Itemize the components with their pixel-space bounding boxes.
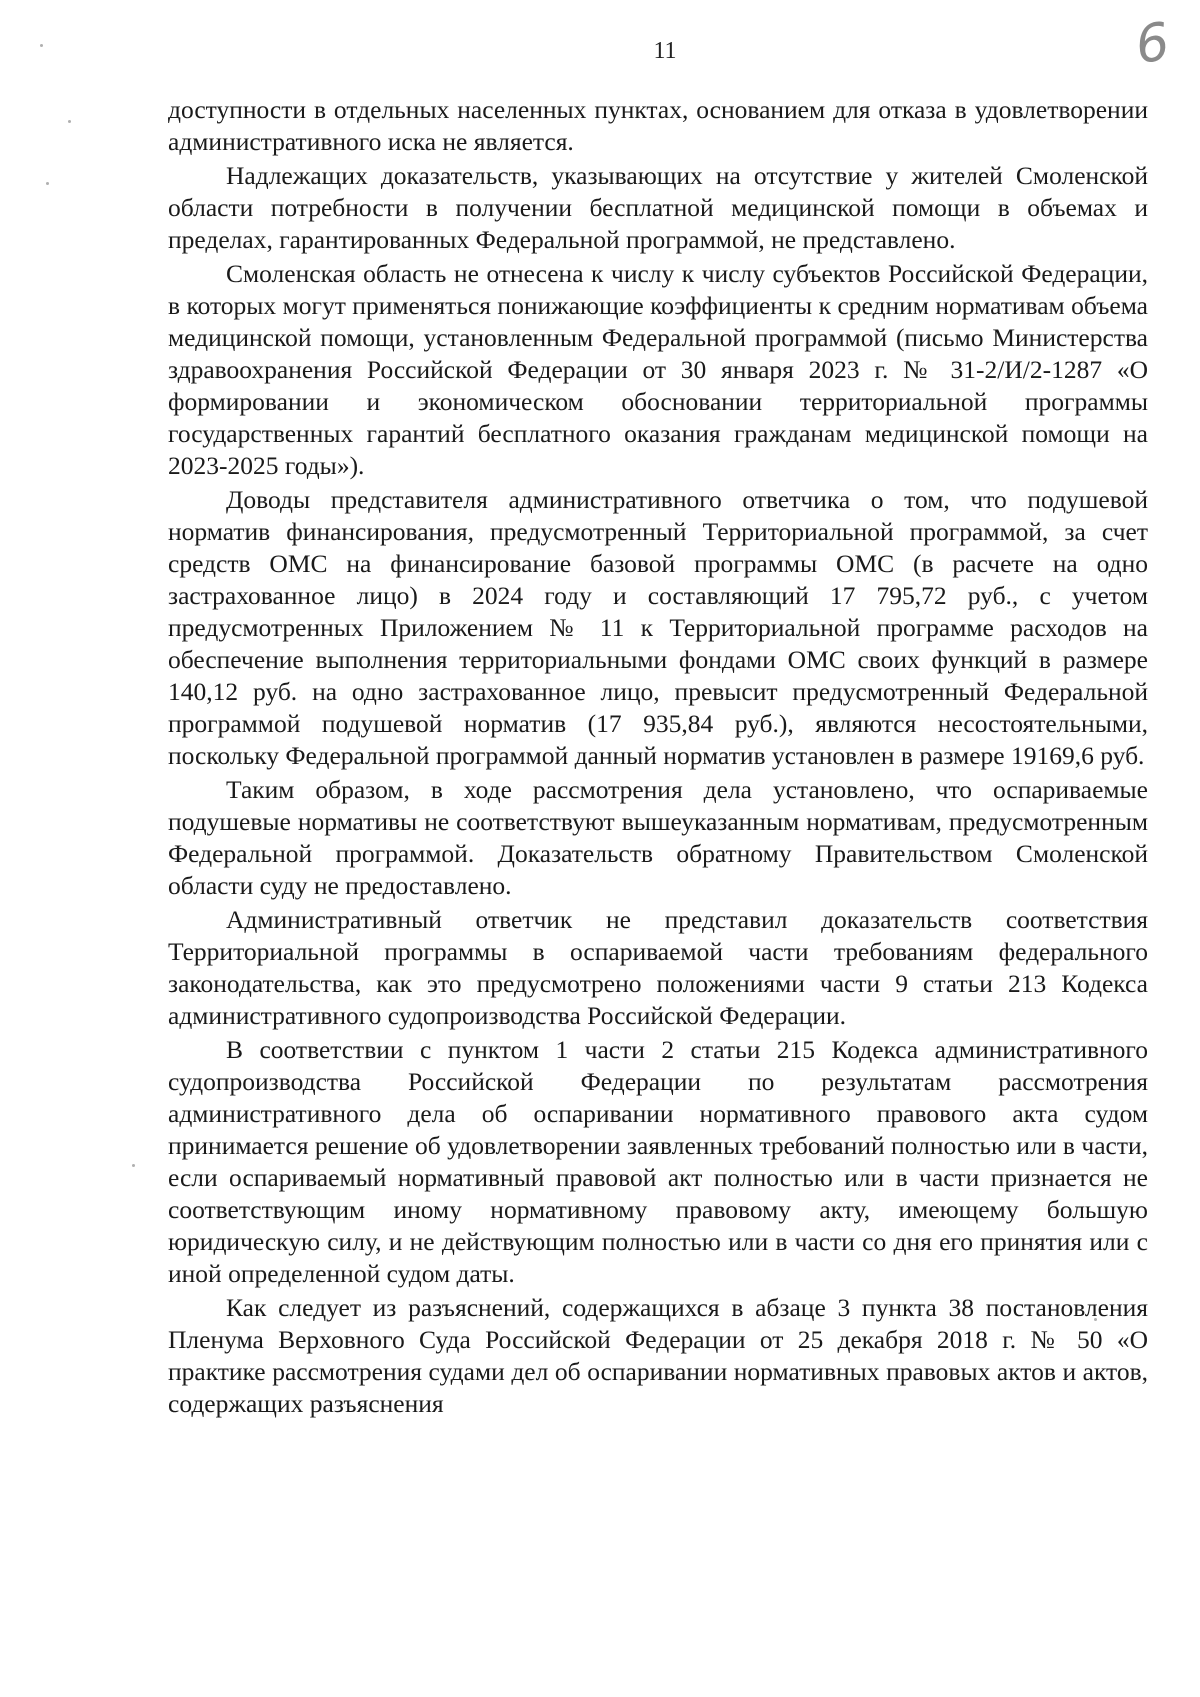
paragraph-plenum-resolution: Как следует из разъяснений, содержащихся в абзаце 3 пункта 38 постановления Пленума Верховного Суда Российской Федерации от 25 декабря 2018 г. № 50 «О практике рассмотрения судами дел об оспаривании нормативных правовых актов и актов, содержащих разъяснения (168, 1293, 1148, 1418)
paragraph-conclusion: Таким образом, в ходе рассмотрения дела установлено, что оспариваемые подушевые нормативы не соответствуют вышеуказанным нормативам, предусмотренным Федеральной программой. Доказательств обратному Правительством Смоленской области суду не предоставлено. (168, 775, 1148, 900)
scan-speck (46, 182, 49, 185)
scan-speck (132, 1164, 135, 1167)
paragraph-evidence-absence: Надлежащих доказательств, указывающих на отсутствие у жителей Смоленской области потребности в получении бесплатной медицинской помощи в объемах и пределах, гарантированных Федеральной программой, не представлено. (168, 161, 1148, 254)
scan-speck (40, 44, 43, 47)
handwritten-sheet-number: 6 (1131, 11, 1174, 77)
paragraph-continuation: доступности в отдельных населенных пунктах, основанием для отказа в удовлетворении административного иска не является. (168, 95, 1148, 156)
paragraph-no-evidence: Административный ответчик не представил доказательств соответствия Территориальной программы в оспариваемой части требованиям федерального законодательства, как это предусмотрено положениями части 9 статьи 213 Кодекса административного судопроизводства Российской Федерации. (168, 905, 1148, 1030)
paragraph-article-215: В соответствии с пунктом 1 части 2 статьи 215 Кодекса административного судопроизводства Российской Федерации по результатам рассмотрения административного дела об оспаривании нормативного правового акта судом принимается решение об удовлетворении заявленных требований полностью или в части, если оспариваемый нормативный правовой акт полностью или в части признается не соответствующим иному нормативному правовому акту, имеющему большую юридическую силу, и не действующим полностью или в части со дня его принятия или с иной определенной судом даты. (168, 1035, 1148, 1288)
page-number: 11 (653, 38, 677, 64)
scan-speck (68, 120, 71, 123)
paragraph-coefficients: Смоленская область не отнесена к числу к числу субъектов Российской Федерации, в которых могут применяться понижающие коэффициенты к средним нормативам объема медицинской помощи, установленным Федеральной программой (письмо Министерства здравоохранения Российской Федерации от 30 января 2023 г. № 31-2/И/2-1287 «О формировании и экономическом обосновании территориальной программы государственных гарантий бесплатного оказания гражданам медицинской помощи на 2023-2025 годы»). (168, 259, 1148, 480)
document-body (168, 94, 1148, 1422)
paragraph-respondent-arguments: Доводы представителя административного ответчика о том, что подушевой норматив финансирования, предусмотренный Территориальной программой, за счет средств ОМС на финансирование базовой программы ОМС (в расчете на одно застрахованное лицо) в 2024 году и составляющий 17 795,72 руб., с учетом предусмотренных Приложением № 11 к Территориальной программе расходов на обеспечение выполнения территориальными фондами ОМС своих функций в размере 140,12 руб. на одно застрахованное лицо, превысит предусмотренный Федеральной программой подушевой норматив (17 935,84 руб.), являются несостоятельными, поскольку Федеральной программой данный норматив установлен в размере 19169,6 руб. (168, 485, 1148, 770)
